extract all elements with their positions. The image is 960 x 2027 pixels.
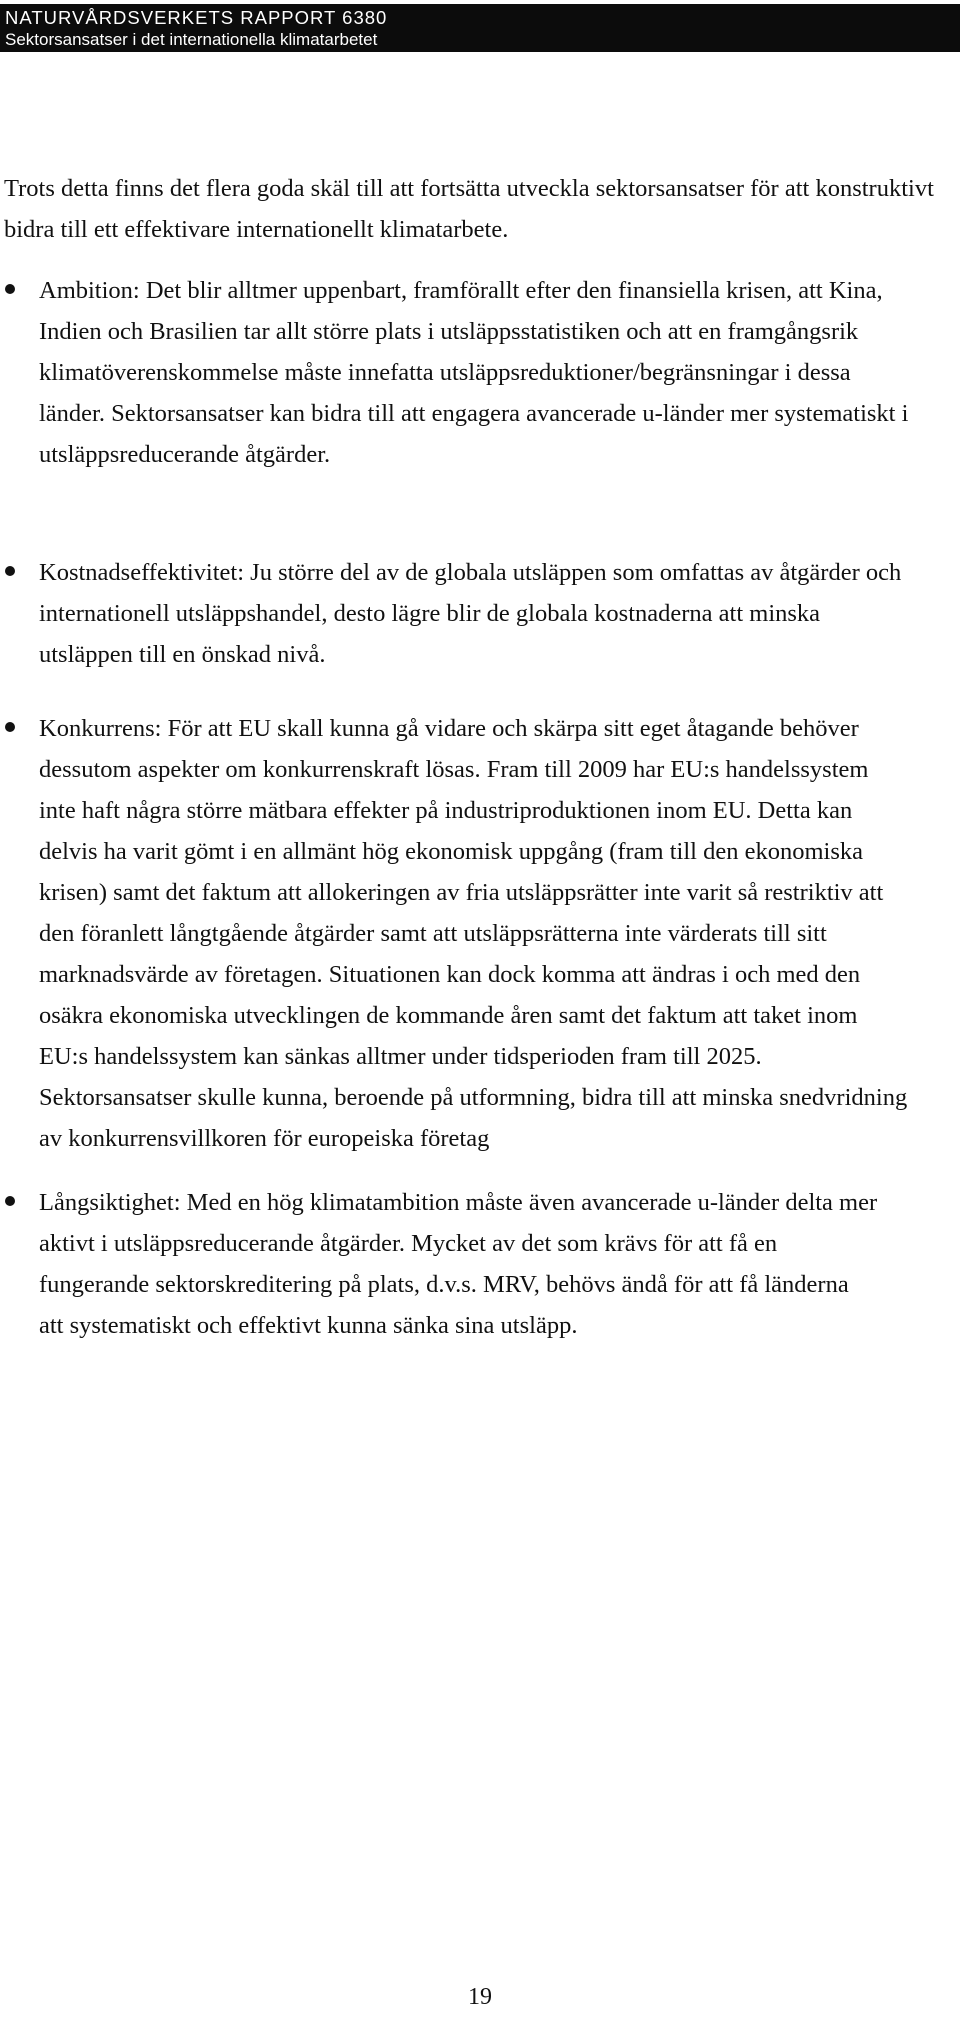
report-title: NATURVÅRDSVERKETS RAPPORT 6380 <box>5 7 388 28</box>
bullet-dot-icon <box>5 1196 15 1206</box>
report-subtitle: Sektorsansatser i det internationella klimatarbetet <box>5 30 378 49</box>
bullet-text: Konkurrens: För att EU skall kunna gå vidare och skärpa sitt eget åtagande behöver dessutom aspekter om konkurrenskraft lösas. Fram till 2009 har EU:s handelssystem inte haft några större mätbara effekter på industriproduktionen inom EU. Detta kan delvis ha varit gömt i en allmänt hög ekonomisk uppgång (fram till den ekonomiska krisen) samt det faktum att allokeringen av fria utsläppsrätter inte varit så restriktiv att den föranlett långtgående åtgärder samt att utsläppsrätterna inte värderats till sitt marknadsvärde av företagen. Situationen kan dock komma att ändras i och med den osäkra ekonomiska utvecklingen de kommande åren samt det faktum att taket inom EU:s handelssystem kan sänkas alltmer under tidsperioden fram till 2025. Sektorsansatser skulle kunna, beroende på utformning, bidra till att minska snedvridning av konkurrensvillkoren för europeiska företag <box>39 715 908 1152</box>
page-number: 19 <box>468 1984 492 2010</box>
bullet-dot-icon <box>5 566 15 576</box>
bullet-text: Ambition: Det blir alltmer uppenbart, framförallt efter den finansiella krisen, att Kina, Indien och Brasilien tar allt större plats i utsläppsstatistiken och att en framgångsrik klimatöverenskommelse måste innefatta utsläppsreduktioner/begränsningar i dessa länder. Sektorsansatser kan bidra till att engagera avancerade u-länder mer systematiskt i utsläppsreducerande åtgärder. <box>39 277 909 468</box>
bullet-text: Långsiktighet: Med en hög klimatambition måste även avancerade u-länder delta mer aktivt i utsläppsreducerande åtgärder. Mycket av det som krävs för att få en fungerande sektorskreditering på plats, d.v.s. MRV, behövs ändå för att få länderna att systematiskt och effektivt kunna sänka sina utsläpp. <box>39 1189 878 1339</box>
bullet-dot-icon <box>5 722 15 732</box>
bullet-dot-icon <box>5 284 15 294</box>
bullet-text: Kostnadseffektivitet: Ju större del av de globala utsläppen som omfattas av åtgärder och internationell utsläppshandel, desto lägre blir de globala kostnaderna att minska utsläppen till en önskad nivå. <box>39 559 902 668</box>
report-header <box>0 4 960 52</box>
intro-paragraph: Trots detta finns det flera goda skäl till att fortsätta utveckla sektorsansatser för att konstruktivt bidra till ett effektivare internationellt klimatarbete. <box>4 175 934 243</box>
